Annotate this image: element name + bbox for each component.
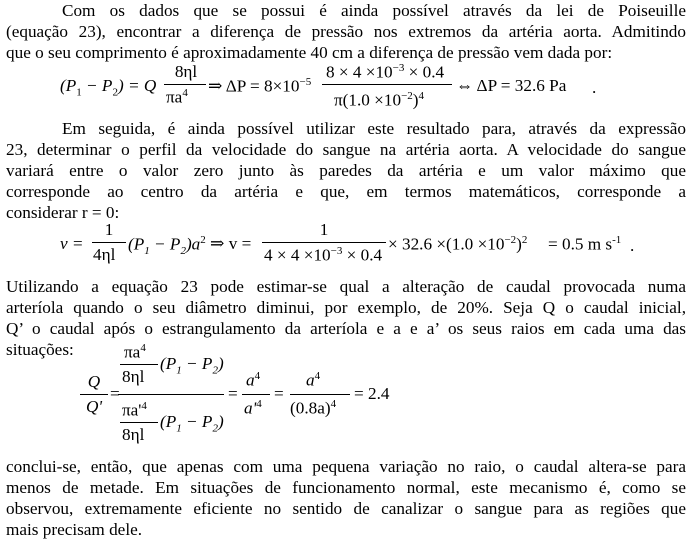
eq2-arrow: ⇒ v = <box>210 234 252 253</box>
para4-line-1: conclui-se, então, que apenas com uma pequena variação no raio, o caudal altera-se para <box>6 457 686 476</box>
eq3-top-sub2: 2 <box>212 364 218 377</box>
eq3-result: = 2.4 <box>354 384 390 403</box>
eq2-result: = 0.5 m s <box>548 234 613 254</box>
eq1-frac2-den: π(1.0 ×10 <box>334 90 402 110</box>
eq2-frac2-den-tail: × 0.4 <box>342 245 383 265</box>
eq1-frac1-bar <box>164 84 206 85</box>
eq3-f2-num: a <box>246 370 255 390</box>
eq2-sub1: 1 <box>144 245 150 258</box>
eq2-times: × 32.6 ×(1.0 ×10 <box>388 234 505 254</box>
eq1-arrow-delta: ⇒ ΔP = 8×10 <box>208 76 300 96</box>
paragraph-1 <box>6 0 686 63</box>
eq3-bot-num-exp: 4 <box>141 400 147 412</box>
eq2-tail: )a <box>185 234 201 254</box>
eq3-bot-minus: − P <box>181 412 213 431</box>
eq2-frac-den: 4ηl <box>93 245 116 264</box>
paragraph-3 <box>6 276 686 360</box>
para4-line-2: menos de metade. Em situações de funcionamento normal, este mecanismo é, como se <box>6 478 686 497</box>
eq3-f2-den: a' <box>244 398 257 418</box>
eq3-top-minus: − P <box>181 354 213 373</box>
eq1-lhs: (P <box>60 76 77 95</box>
eq3-lhs-den: Q' <box>85 397 103 416</box>
eq2-times-close-exp: 2 <box>521 234 528 246</box>
para3-line-1: Utilizando a equação 23 pode estimar-se qual a alteração de caudal provocada numa <box>6 277 686 296</box>
eq3-top-inner-bar <box>120 364 158 365</box>
eq1-frac2-num-exp: −3 <box>392 62 405 74</box>
eq1-sub2: 2 <box>112 86 118 99</box>
eq3-top-paren: (P <box>160 354 177 373</box>
para2-line-4: corresponde ao centro da artéria e que, em termos matemáticos, corresponde a <box>6 182 686 201</box>
eq2-minus: − P <box>149 234 181 254</box>
eq3-main-bar <box>118 394 224 395</box>
eq1-frac2-num: 8 × 4 ×10 <box>326 62 393 82</box>
eq1-frac1-den-exp: 4 <box>182 87 188 99</box>
eq3-f2-num-exp: 4 <box>254 370 261 382</box>
para3-line-2: arteríola quando o seu diâmetro diminui, por exemplo, de 20%. Seja Q o caudal inicial, <box>6 298 686 317</box>
eq3-f3-bar <box>290 394 350 395</box>
eq2-times-exp: −2 <box>504 234 517 246</box>
eq3-bot-sub1: 1 <box>176 422 182 435</box>
eq3-equals-0: = <box>110 384 120 403</box>
eq3-bot-inner-bar <box>120 422 158 423</box>
eq1-frac2-bar <box>322 84 452 85</box>
eq3-equals-a: = <box>228 384 238 403</box>
para3-line-4: situações: <box>6 340 74 359</box>
eq3-bot-sub2: 2 <box>212 422 218 435</box>
eq3-f2-bar <box>242 394 270 395</box>
eq2-frac2-den-exp: −3 <box>330 245 343 257</box>
para2-line-3: variará entre o valor zero junto às paredes da artéria e um valor máximo que <box>6 161 686 180</box>
eq3-bot-close: ) <box>217 412 224 431</box>
eq3-lhs-bar <box>80 394 108 395</box>
eq2-times-close: ) <box>516 234 522 254</box>
eq3-lhs-num: Q <box>87 372 101 391</box>
eq3-f3-den: (0.8a) <box>290 398 331 418</box>
eq1-frac2-num-tail: × 0.4 <box>404 62 445 82</box>
eq3-equals-b: = <box>274 384 284 403</box>
eq1-dot: . <box>592 78 597 97</box>
eq2-result-exp: -1 <box>612 234 622 246</box>
para1-line-3: que o seu comprimento é aproximadamente 40 cm a diferença de pressão vem dada por: <box>6 43 613 62</box>
para1-line-2: (equação 23), encontrar a diferença de pressão nos extremos da artéria aorta. Admitindo <box>6 22 686 41</box>
eq1-frac2-den-exp: −2 <box>401 90 413 102</box>
eq3-f3-num: a <box>306 370 315 390</box>
eq1-eq: ) = Q <box>117 76 157 95</box>
eq3-top-sub1: 1 <box>176 364 182 377</box>
eq1-minus: − P <box>81 76 113 95</box>
eq2-frac2-num: 1 <box>319 220 329 239</box>
eq2-frac-num: 1 <box>104 220 114 239</box>
eq3-bot-num: πa' <box>122 400 142 420</box>
eq2-sub2: 2 <box>180 245 186 258</box>
eq1-frac1-num: 8ηl <box>174 62 198 81</box>
eq3-f2-den-exp: 4 <box>256 398 262 410</box>
eq3-f3-num-exp: 4 <box>314 370 321 382</box>
eq1-exp1: −5 <box>299 76 312 88</box>
eq3-bot-den: 8ηl <box>122 425 145 444</box>
eq2-frac2-den: 4 × 4 ×10 <box>264 245 331 265</box>
eq3-top-num: πa <box>124 342 141 362</box>
eq1-sub1: 1 <box>76 86 82 99</box>
para4-line-4: mais precisam dele. <box>6 520 143 539</box>
paragraph-2 <box>6 118 686 223</box>
eq3-f3-den-exp: 4 <box>330 398 337 410</box>
paragraph-4 <box>6 456 686 540</box>
eq2-lhs: v = <box>60 234 84 253</box>
eq1-result: ⇔ ΔP = 32.6 Pa <box>456 76 567 95</box>
eq3-top-den: 8ηl <box>122 367 145 386</box>
eq1-frac2-den-tail-exp: 4 <box>418 90 425 102</box>
eq2-frac-bar <box>92 242 126 243</box>
eq3-top-close: ) <box>217 354 224 373</box>
para1-line-1: Com os dados que se possui é ainda possível através da lei de Poiseuille <box>62 1 686 20</box>
para3-line-3: Q’ o caudal após o estrangulamento da arteríola e a e a’ os seus raios em cada uma das <box>6 319 686 338</box>
para2-line-5: considerar r = 0: <box>6 203 120 222</box>
eq1-frac2-den-tail: ) <box>412 90 419 110</box>
para2-line-2: 23, determinar o perfil da velocidade do sangue na artéria aorta. A velocidade do sangue <box>6 140 686 159</box>
eq2-tail-exp: 2 <box>200 234 206 246</box>
eq2-mid: (P <box>128 234 145 254</box>
para2-line-1: Em seguida, é ainda possível utilizar este resultado para, através da expressão <box>62 119 686 138</box>
eq3-bot-paren: (P <box>160 412 177 431</box>
eq2-dot: . <box>630 236 635 255</box>
eq3-top-num-exp: 4 <box>140 342 146 354</box>
eq2-frac2-bar <box>262 242 386 243</box>
eq1-frac1-den: πa <box>166 87 183 107</box>
para4-line-3: observou, extremamente eficiente no sentido de canalizar o sangue para as regiões que <box>6 499 686 518</box>
